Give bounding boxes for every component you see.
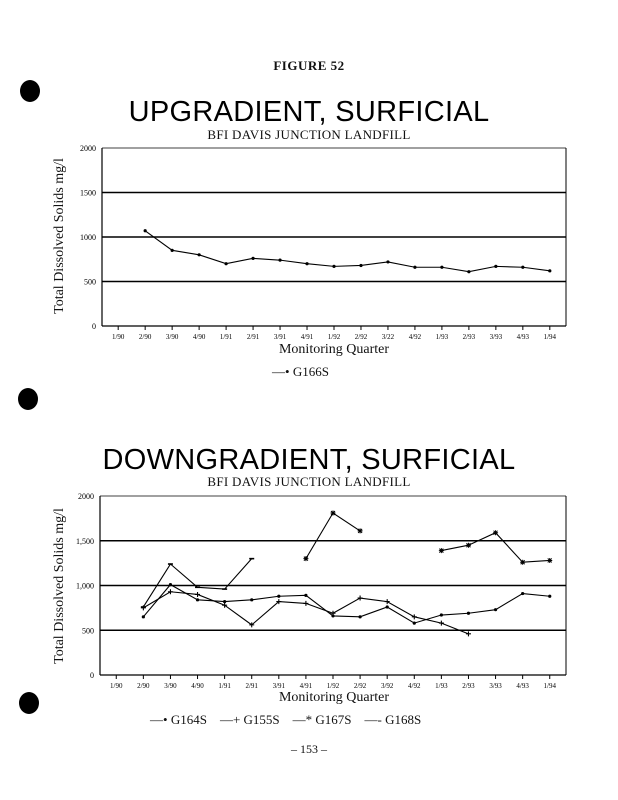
chart-2-xtick-label: 4/91 xyxy=(299,682,313,690)
chart-2-ytick-label: 2000 xyxy=(78,492,94,501)
point-g167s xyxy=(303,556,308,561)
point-g155s xyxy=(358,596,363,601)
point-g166s xyxy=(359,264,362,267)
chart-1-xtick-label: 1/94 xyxy=(543,333,557,341)
point-g164s xyxy=(467,612,470,615)
point-g167s xyxy=(439,548,444,553)
figure-label: FIGURE 52 xyxy=(273,58,345,73)
point-g166s xyxy=(332,265,335,268)
point-g166s xyxy=(548,269,551,272)
point-g155s xyxy=(412,614,417,619)
chart-2-xtick-label: 3/91 xyxy=(272,682,286,690)
chart-2-xtick-label: 1/90 xyxy=(110,682,123,690)
point-g167s xyxy=(358,528,363,533)
point-g167s xyxy=(493,530,498,535)
point-g166s xyxy=(413,266,416,269)
chart-2-xtick-label: 4/90 xyxy=(191,682,204,690)
chart-2-xtick-label: 1/93 xyxy=(435,682,448,690)
legend-item-g167s: —* G167S xyxy=(292,712,352,727)
chart-1-xtick-label: 1/93 xyxy=(435,333,449,341)
chart-2-xtick-label: 3/90 xyxy=(164,682,177,690)
chart-2-ytick-label: 1,000 xyxy=(76,581,94,591)
chart-1-xtick-label: 1/92 xyxy=(327,333,341,341)
chart-1-xtick-label: 3/22 xyxy=(381,333,395,341)
legend-line-marker-icon: —• xyxy=(272,364,290,379)
chart-1-xtick-label: 4/90 xyxy=(192,333,206,341)
point-g164s xyxy=(358,615,361,618)
point-g164s xyxy=(440,613,443,616)
point-g166s xyxy=(251,257,254,260)
point-g166s xyxy=(278,259,281,262)
point-g164s xyxy=(277,595,280,598)
chart-2-xtick-label: 3/93 xyxy=(489,682,502,690)
chart-1-title: UPGRADIENT, SURFICIAL xyxy=(128,96,490,128)
point-g166s xyxy=(144,229,147,232)
point-g164s xyxy=(413,621,416,624)
chart-1-xtick-label: 4/93 xyxy=(516,333,530,341)
chart-1-xtick-label: 3/91 xyxy=(273,333,287,341)
point-g155s xyxy=(195,592,200,597)
legend-line-icon: —- xyxy=(364,712,382,727)
legend-item-g155s: —+ G155S xyxy=(219,712,280,727)
chart-2-xtick-label: 3/92 xyxy=(380,682,394,690)
point-g155s xyxy=(303,601,308,606)
point-g155s xyxy=(439,621,444,626)
chart-1-xtick-label: 1/90 xyxy=(111,333,125,341)
point-g166s xyxy=(440,266,443,269)
page-number-value: 153 xyxy=(300,742,318,756)
chart-1-subtitle: BFI DAVIS JUNCTION LANDFILL xyxy=(207,127,411,142)
series-line-g167s xyxy=(441,533,549,563)
chart-1-xtick-label: 2/92 xyxy=(354,333,368,341)
point-g167s xyxy=(331,511,336,516)
legend-line-icon: —* xyxy=(292,712,313,727)
page-number: – 153 – xyxy=(291,742,327,756)
chart-1-xtick-label: 2/93 xyxy=(462,333,476,341)
series-line-g155s xyxy=(143,592,468,634)
point-g167s xyxy=(520,560,525,565)
chart-1-ytick-label: 500 xyxy=(84,277,96,287)
point-g167s xyxy=(547,558,552,563)
legend-item-g164s: —• G164S xyxy=(150,712,207,727)
point-g166s xyxy=(494,265,497,268)
point-g166s xyxy=(386,260,389,263)
point-g164s xyxy=(196,598,199,601)
chart-2-xtick-label: 2/93 xyxy=(462,682,475,690)
chart-1-ytick-label: 2000 xyxy=(80,144,96,153)
legend-line-icon: —+ xyxy=(219,712,241,727)
point-g166s xyxy=(521,266,524,269)
chart-1-ytick-label: 1000 xyxy=(80,233,96,242)
point-g155s xyxy=(385,599,390,604)
point-g155s xyxy=(168,589,173,594)
point-g164s xyxy=(169,583,172,586)
chart-2-xtick-label: 1/91 xyxy=(218,682,231,690)
point-g164s xyxy=(548,595,551,598)
chart-2-subtitle: BFI DAVIS JUNCTION LANDFILL xyxy=(207,474,411,489)
chart-1-xtick-label: 2/91 xyxy=(246,333,260,341)
point-g166s xyxy=(467,270,470,273)
chart-1-xtick-label: 4/92 xyxy=(408,333,422,341)
point-g164s xyxy=(250,598,253,601)
point-g164s xyxy=(386,605,389,608)
point-g164s xyxy=(304,594,307,597)
point-g164s xyxy=(142,615,145,618)
chart-1-ytick-label: 0 xyxy=(92,322,96,331)
chart-1-xtick-label: 2/90 xyxy=(138,333,152,341)
chart-2-xtick-label: 2/90 xyxy=(137,682,150,690)
chart-1-xtick-label: 1/91 xyxy=(219,333,233,341)
chart-2-xlabel: Monitoring Quarter xyxy=(278,690,390,705)
point-g167s xyxy=(466,543,471,548)
point-g166s xyxy=(198,253,201,256)
point-g164s xyxy=(494,608,497,611)
point-g166s xyxy=(305,262,308,265)
chart-1-ylabel: Total Dissolved Solids mg/l xyxy=(52,158,67,314)
chart-2-xtick-label: 4/92 xyxy=(408,682,421,690)
legend-label-g166s: G166S xyxy=(292,364,329,379)
point-g166s xyxy=(224,262,227,265)
chart-1-xtick-label: 3/93 xyxy=(489,333,503,341)
point-g164s xyxy=(521,592,524,595)
legend-line-icon: —• xyxy=(150,712,168,727)
point-g166s xyxy=(171,249,174,252)
chart-2-ytick-label: 500 xyxy=(82,626,94,636)
chart-2-ylabel: Total Dissolved Solids mg/l xyxy=(52,508,67,664)
chart-1-xlabel: Monitoring Quarter xyxy=(278,342,390,357)
series-line-g167s xyxy=(306,513,360,559)
series-line-g164s xyxy=(143,585,549,623)
legend-item-g168s: —- G168S xyxy=(364,712,422,727)
chart-1-ytick-label: 1500 xyxy=(80,188,96,198)
chart-2-ytick-label: 1,500 xyxy=(76,536,94,546)
chart-2-xtick-label: 2/92 xyxy=(353,682,367,690)
chart-1-xtick-label: 4/91 xyxy=(300,333,314,341)
chart-1-xtick-label: 3/90 xyxy=(165,333,179,341)
chart-2-xtick-label: 4/93 xyxy=(516,682,529,690)
chart-2-xtick-label: 1/94 xyxy=(543,682,556,690)
chart-2-xtick-label: 2/91 xyxy=(245,682,258,690)
chart-2-title: DOWNGRADIENT, SURFICIAL xyxy=(102,444,516,476)
point-g155s xyxy=(466,631,471,636)
chart-2-ytick-label: 0 xyxy=(90,671,94,680)
chart-2-xtick-label: 1/92 xyxy=(326,682,340,690)
